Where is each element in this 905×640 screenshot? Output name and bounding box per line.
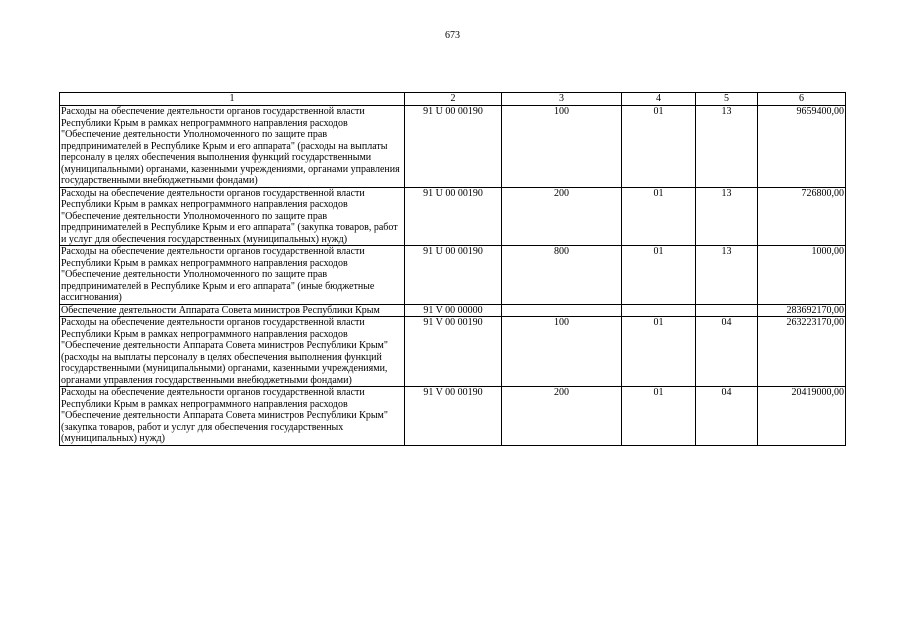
row-type: 200 — [502, 387, 622, 446]
table-row — [60, 317, 846, 387]
row-amount: 20419000,00 — [758, 387, 846, 446]
row-name: Расходы на обеспечение деятельности органов государственной власти Республики Крым в рамках непрограммного направления расходов "Обеспечение деятельности Уполномоченного по защите прав предпринимателей в Республике Крым и его аппарата" (закупка товаров, работ и услуг для обеспечения государственных (муниципальных) нужд) — [60, 187, 405, 246]
row-type: 100 — [502, 317, 622, 387]
row-type: 100 — [502, 106, 622, 188]
row-amount: 726800,00 — [758, 187, 846, 246]
row-amount: 1000,00 — [758, 246, 846, 305]
header-cell-subsection: 5 — [696, 93, 758, 106]
header-cell-code: 2 — [405, 93, 502, 106]
row-type: 800 — [502, 246, 622, 305]
row-name: Расходы на обеспечение деятельности органов государственной власти Республики Крым в рамках непрограммного направления расходов "Обеспечение деятельности Аппарата Совета министров Республики Крым" (закупка товаров, работ и услуг для обеспечения государственных (муниципальных) нужд) — [60, 387, 405, 446]
row-name: Обеспечение деятельности Аппарата Совета министров Республики Крым — [60, 304, 405, 317]
row-subsection: 13 — [696, 246, 758, 305]
row-section — [622, 304, 696, 317]
header-cell-type: 3 — [502, 93, 622, 106]
table-row — [60, 246, 846, 305]
row-subsection — [696, 304, 758, 317]
row-name: Расходы на обеспечение деятельности органов государственной власти Республики Крым в рамках непрограммного направления расходов "Обеспечение деятельности Уполномоченного по защите прав предпринимателей в Республике Крым и его аппарата" (расходы на выплаты персоналу в целях обеспечения выполнения функций государственными (муниципальными) органами, казенными учреждениями, органами управления государственными внебюджетными фондами) — [60, 106, 405, 188]
table-row — [60, 106, 846, 188]
row-amount: 9659400,00 — [758, 106, 846, 188]
row-name: Расходы на обеспечение деятельности органов государственной власти Республики Крым в рамках непрограммного направления расходов "Обеспечение деятельности Уполномоченного по защите прав предпринимателей в Республике Крым и его аппарата" (иные бюджетные ассигнования) — [60, 246, 405, 305]
header-row — [60, 93, 846, 106]
table-row — [60, 304, 846, 317]
header-cell-name: 1 — [60, 93, 405, 106]
budget-table — [59, 92, 846, 446]
page-number: 673 — [445, 30, 460, 41]
row-code: 91 V 00 00190 — [405, 317, 502, 387]
table-row — [60, 387, 846, 446]
header-cell-section: 4 — [622, 93, 696, 106]
row-section: 01 — [622, 387, 696, 446]
row-code: 91 V 00 00190 — [405, 387, 502, 446]
table-row — [60, 187, 846, 246]
row-subsection: 13 — [696, 187, 758, 246]
row-type — [502, 304, 622, 317]
row-code: 91 U 00 00190 — [405, 246, 502, 305]
row-section: 01 — [622, 187, 696, 246]
row-code: 91 U 00 00190 — [405, 106, 502, 188]
row-subsection: 04 — [696, 387, 758, 446]
row-subsection: 04 — [696, 317, 758, 387]
row-type: 200 — [502, 187, 622, 246]
row-code: 91 V 00 00000 — [405, 304, 502, 317]
row-section: 01 — [622, 317, 696, 387]
row-code: 91 U 00 00190 — [405, 187, 502, 246]
row-name: Расходы на обеспечение деятельности органов государственной власти Республики Крым в рамках непрограммного направления расходов "Обеспечение деятельности Аппарата Совета министров Республики Крым" (расходы на выплаты персоналу в целях обеспечения выполнения функций государственными (муниципальными) органами, казенными учреждениями, органами управления государственными внебюджетными фондами) — [60, 317, 405, 387]
row-subsection: 13 — [696, 106, 758, 188]
row-section: 01 — [622, 106, 696, 188]
header-cell-amount: 6 — [758, 93, 846, 106]
row-section: 01 — [622, 246, 696, 305]
row-amount: 263223170,00 — [758, 317, 846, 387]
row-amount: 283692170,00 — [758, 304, 846, 317]
